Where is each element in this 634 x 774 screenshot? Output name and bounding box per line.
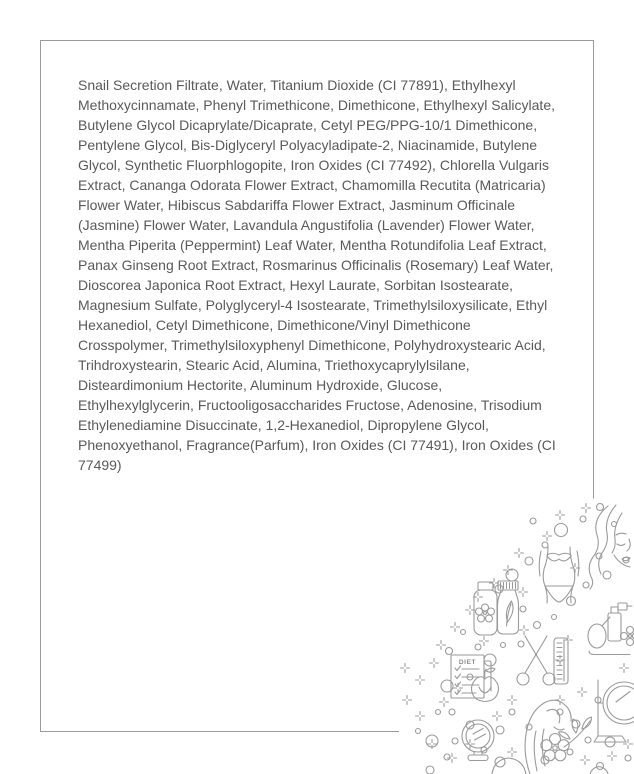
- ingredients-line: Extract, Cananga Odorata Flower Extract, Chamomilla Recutita (Matricaria): [78, 177, 546, 193]
- ingredients-line: Ethylenediamine Disuccinate, 1,2-Hexanediol, Dipropylene Glycol,: [78, 417, 489, 433]
- ingredients-line: Dioscorea Japonica Root Extract, Hexyl Laurate, Sorbitan Isostearate,: [78, 277, 513, 293]
- ingredients-line: Glycol, Synthetic Fluorphlogopite, Iron Oxides (CI 77492), Chlorella Vulgaris: [78, 157, 550, 173]
- ingredients-line: Mentha Piperita (Peppermint) Leaf Water, Mentha Rotundifolia Leaf Extract,: [78, 237, 547, 253]
- ingredients-line: Butylene Glycol Dicaprylate/Dicaprate, Cetyl PEG/PPG-10/1 Dimethicone,: [78, 117, 538, 133]
- beauty-icons-illustration: [394, 489, 634, 774]
- ingredients-line: Flower Water, Hibiscus Sabdariffa Flower Extract, Jasminum Officinale: [78, 197, 516, 213]
- ingredients-text: [78, 75, 556, 475]
- ingredients-line: Magnesium Sulfate, Polyglyceryl-4 Isostearate, Trimethylsiloxysilicate, Ethyl: [78, 297, 548, 313]
- ingredients-line: Hexanediol, Cetyl Dimethicone, Dimethicone/Vinyl Dimethicone: [78, 317, 471, 333]
- ingredients-line: Phenoxyethanol, Fragrance(Parfum), Iron Oxides (CI 77491), Iron Oxides (CI: [78, 437, 556, 453]
- diet-label: DIET: [458, 659, 477, 666]
- ingredients-line: Panax Ginseng Root Extract, Rosmarinus Officinalis (Rosemary) Leaf Water,: [78, 257, 554, 273]
- ingredients-line: 77499): [78, 457, 122, 473]
- illustration-background-circle: [399, 495, 634, 774]
- ingredients-line: Ethylhexylglycerin, Fructooligosaccharides Fructose, Adenosine, Trisodium: [78, 397, 542, 413]
- ingredients-line: Methoxycinnamate, Phenyl Trimethicone, Dimethicone, Ethylhexyl Salicylate,: [78, 97, 555, 113]
- ingredients-line: Pentylene Glycol, Bis-Diglyceryl Polyacyladipate-2, Niacinamide, Butylene: [78, 137, 538, 153]
- ingredients-line: (Jasmine) Flower Water, Lavandula Angustifolia (Lavender) Flower Water,: [78, 217, 535, 233]
- ingredients-line: Snail Secretion Filtrate, Water, Titanium Dioxide (CI 77891), Ethylhexyl: [78, 77, 516, 93]
- ingredients-line: Crosspolymer, Trimethylsiloxyphenyl Dimethicone, Polyhydroxystearic Acid,: [78, 337, 546, 353]
- ingredients-line: Trihdroxystearin, Stearic Acid, Alumina, Triethoxycaprylylsilane,: [78, 357, 470, 373]
- ingredients-line: Disteardimonium Hectorite, Aluminum Hydroxide, Glucose,: [78, 377, 443, 393]
